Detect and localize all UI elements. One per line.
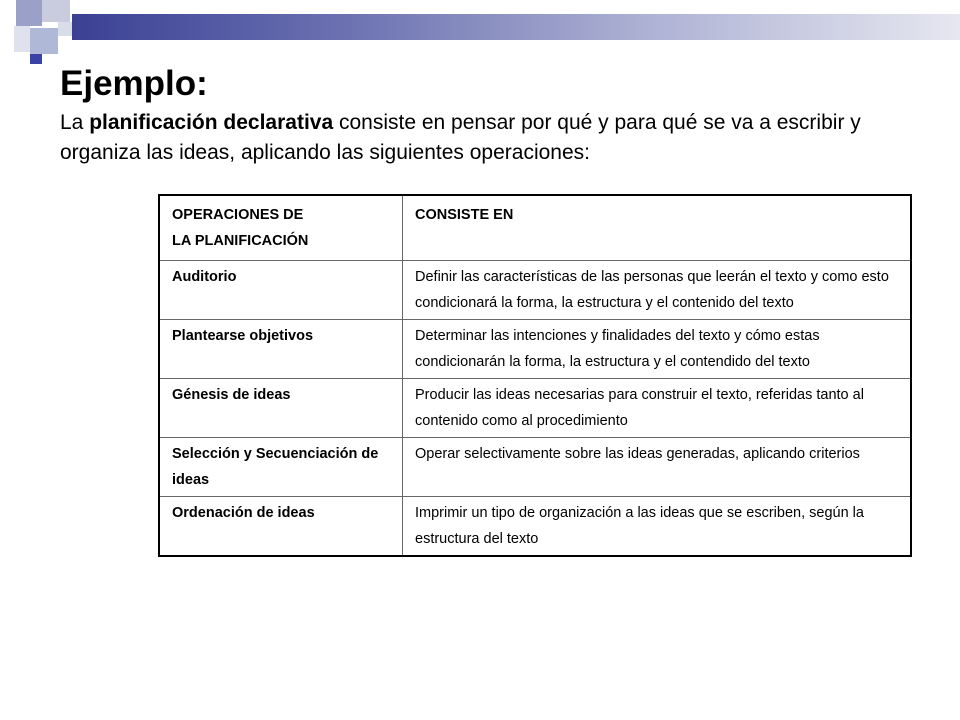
decorative-square [16,0,42,26]
table-row [159,261,911,320]
table-header-row [159,195,911,261]
header-consists-of: CONSISTE EN [403,195,912,261]
decorative-square [58,22,72,36]
header-operations-line2: LA PLANIFICACIÓN [172,233,309,249]
description-cell: Producir las ideas necesarias para construir el texto, referidas tanto al contenido como al procedimiento [403,379,912,438]
table-row [159,379,911,438]
table-row [159,438,911,497]
operation-cell: Génesis de ideas [159,379,403,438]
decorative-square [14,26,30,52]
operation-cell: Plantearse objetivos [159,320,403,379]
description-cell: Imprimir un tipo de organización a las ideas que se escriben, según la estructura del texto [403,497,912,557]
decorative-square [30,54,42,64]
table-row [159,320,911,379]
description-cell: Definir las características de las personas que leerán el texto y como esto condicionará la forma, la estructura y el contenido del texto [403,261,912,320]
intro-paragraph [60,108,900,168]
header-gradient-bar [72,14,960,40]
table-row [159,497,911,557]
header-operations-line1: OPERACIONES DE [172,207,304,223]
intro-text-end: consiste en pensar por qué y para qué se va a escribir y organiza las ideas, aplicando las siguientes operaciones: [60,111,861,164]
decorative-square [42,0,70,22]
operation-cell: Selección y Secuenciación de ideas [159,438,403,497]
operation-cell: Auditorio [159,261,403,320]
intro-text-start: La [60,111,90,134]
decorative-square [30,28,58,54]
slide-title: Ejemplo: [60,64,208,103]
header-operations [159,195,403,261]
description-cell: Determinar las intenciones y finalidades del texto y cómo estas condicionarán la forma, la estructura y el contendido del texto [403,320,912,379]
operation-cell: Ordenación de ideas [159,497,403,557]
operations-table [158,194,912,557]
description-cell: Operar selectivamente sobre las ideas generadas, aplicando criterios [403,438,912,497]
intro-bold-term: planificación declarativa [89,111,334,134]
